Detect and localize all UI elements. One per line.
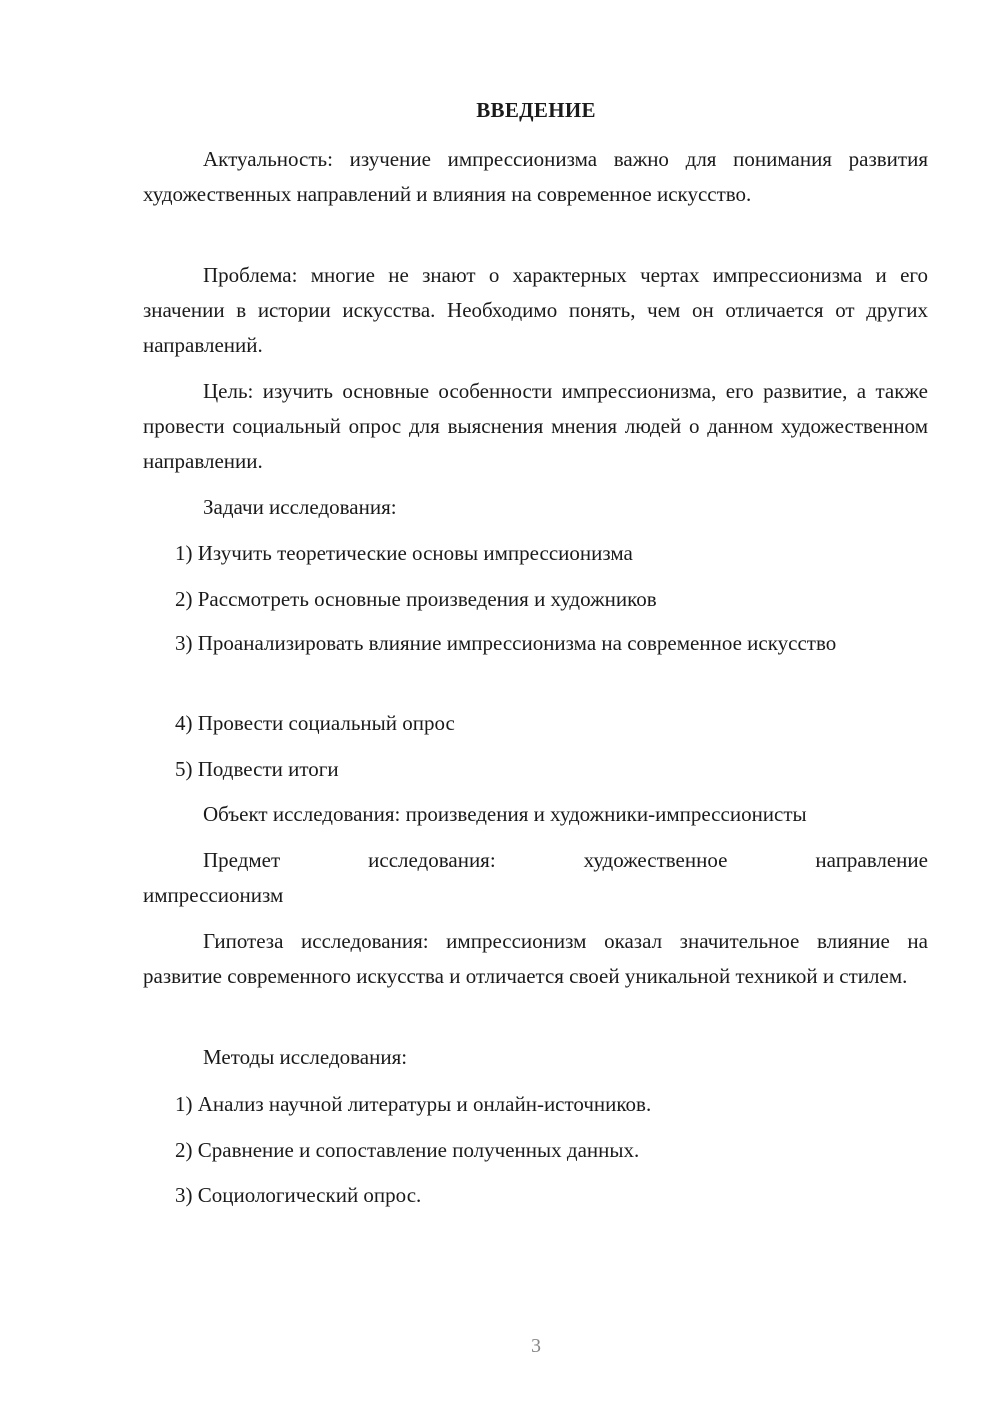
problem-text: Проблема: многие не знают о характерных чертах импрессионизма и его значении в истории искусства. Необходимо понять, чем он отличается от других направлений. xyxy=(143,263,928,357)
methods-heading: Методы исследования: xyxy=(203,1045,408,1069)
subject-first-line: Предмет исследования: художественное направление xyxy=(203,848,928,872)
method-item-1: 1) Анализ научной литературы и онлайн-источников. xyxy=(175,1092,652,1116)
method-item-3: 3) Социологический опрос. xyxy=(175,1183,422,1207)
method-item-2: 2) Сравнение и сопоставление полученных данных. xyxy=(175,1138,640,1162)
actuality-text: Актуальность: изучение импрессионизма важно для понимания развития художественных направлений и влияния на современное искусство. xyxy=(143,147,928,206)
page-title: ВВЕДЕНИЕ xyxy=(476,98,596,122)
task-item-1: 1) Изучить теоретические основы импрессионизма xyxy=(175,541,633,565)
task-item-3: 3) Проанализировать влияние импрессионизма на современное искусство xyxy=(175,631,837,655)
task-item-2: 2) Рассмотреть основные произведения и художников xyxy=(175,587,657,611)
goal-text: Цель: изучить основные особенности импрессионизма, его развитие, а также провести социальный опрос для выяснения мнения людей о данном художественном направлении. xyxy=(143,379,928,473)
page-number: 3 xyxy=(531,1335,541,1357)
hypothesis-text: Гипотеза исследования: импрессионизм оказал значительное влияние на развитие современного искусства и отличается своей уникальной техникой и стилем. xyxy=(143,929,928,988)
subject-tail: импрессионизм xyxy=(143,883,284,907)
actuality-paragraph xyxy=(143,142,928,212)
object-paragraph xyxy=(143,797,928,832)
problem-paragraph xyxy=(143,258,928,363)
object-text: Объект исследования: произведения и художники-импрессионисты xyxy=(203,802,807,826)
goal-paragraph xyxy=(143,374,928,479)
task-item-4: 4) Провести социальный опрос xyxy=(175,711,455,735)
task-item-5: 5) Подвести итоги xyxy=(175,757,339,781)
hypothesis-paragraph xyxy=(143,924,928,994)
tasks-heading: Задачи исследования: xyxy=(203,495,397,519)
subject-paragraph xyxy=(143,843,928,913)
